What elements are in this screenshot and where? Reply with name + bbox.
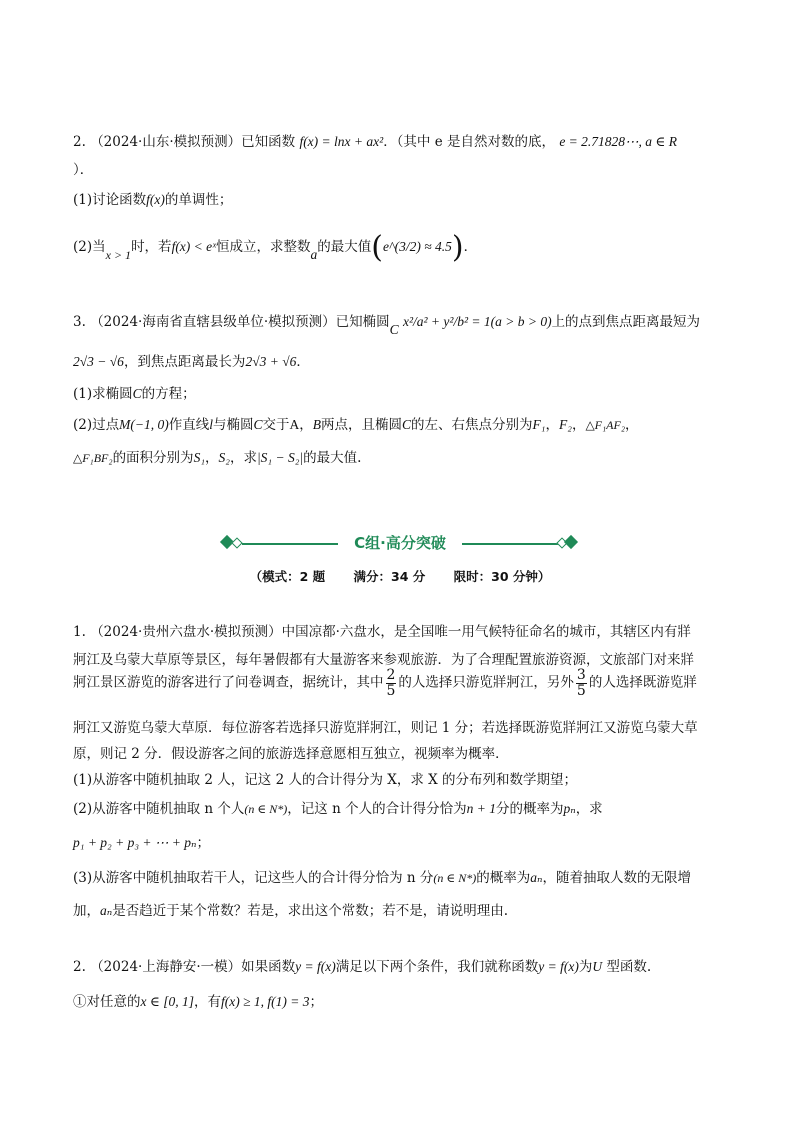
left-paren: ( xyxy=(371,230,383,265)
q3-p2-b: 作直线 xyxy=(168,417,210,433)
q3-p2-var-c2: C xyxy=(402,417,412,432)
frac-three-fifths xyxy=(576,668,587,698)
section-mode: （模式：2 题 xyxy=(249,569,326,584)
q3-var-c: C xyxy=(389,322,399,337)
q3-p2-S1: S₁ xyxy=(193,450,206,465)
q3-p2-S2: S₂ xyxy=(218,450,230,465)
q3-p2-var-c: C xyxy=(253,417,263,432)
q2-p2-approx: e^(3/2) ≈ 4.5 xyxy=(382,239,452,254)
q2-p1-label: (1)讨论函数 xyxy=(73,192,147,208)
q2-e-value: e = 2.71828⋯, a ∈ R xyxy=(559,134,678,149)
c2-u: U xyxy=(592,959,603,974)
c1-l5: 原，则记 2 分．假设游客之间的旅游选择意愿相互独立，视频率为概率． xyxy=(73,746,509,762)
q2-line1 xyxy=(73,130,677,150)
q3-p1: (1)求椭圆 xyxy=(73,386,133,402)
q3-p1-end: 的方程； xyxy=(141,386,196,402)
c2-source: （2024·上海静安·一模） xyxy=(90,959,242,975)
c1-l1: 中国凉都·六盘水，是全国唯一用气候特征命名的城市，其辖区内有牂 xyxy=(281,624,691,640)
c1-part3-line2 xyxy=(73,899,508,919)
c2-text-c: 为 xyxy=(578,959,593,975)
c2-cond1-b: ，有 xyxy=(194,994,221,1010)
section-time: 限时：30 分钟） xyxy=(453,569,551,584)
q3-text-b: 上的点到焦点距离最短为 xyxy=(551,314,701,330)
q2-p2-end: ． xyxy=(463,239,478,255)
q3-p2-F2: F₂ xyxy=(558,417,572,432)
c1-line5 xyxy=(73,742,509,762)
c1-part2-line2 xyxy=(73,831,210,851)
c1-p3-c: ，随着抽取人数的无限增 xyxy=(542,870,692,886)
q3-number: 3. xyxy=(73,314,86,330)
q2-line2 xyxy=(73,158,93,178)
q2-p1-func: f(x) xyxy=(146,192,165,207)
q3-part2: (2)过点M(−1, 0)作直线l与椭圆C交于A，B两点，且椭圆C的左、右焦点分别为F₁，F₂，△F₁AF₂， xyxy=(73,417,639,433)
c1-p3-an2: aₙ xyxy=(100,903,113,918)
frac-two-fifths xyxy=(386,668,397,698)
c1-p2-n1: n + 1 xyxy=(466,801,496,816)
c2-cond1-x: x ∈ [0, 1] xyxy=(140,994,194,1009)
q2-p2-cond: x > 1 xyxy=(105,248,132,262)
c1-l3-a: 牁江景区游览的游客进行了问卷调查，据统计，其中 xyxy=(73,674,384,691)
c1-line2 xyxy=(73,648,694,668)
c2-text-a: 如果函数 xyxy=(241,959,296,975)
q3-line1 xyxy=(73,310,701,337)
q3-p2-B: B xyxy=(312,417,322,432)
c2-cond1 xyxy=(73,990,323,1010)
q2-text: 已知函数 xyxy=(241,134,296,150)
q3-source: （2024·海南省直辖县级单位·模拟预测） xyxy=(90,314,336,330)
q2-part1 xyxy=(73,188,232,208)
c1-l3-c: 的人选择既游览牂 xyxy=(588,674,697,691)
c1-p2-n: (n ∈ N*) xyxy=(244,802,288,816)
q2-source: （2024·山东·模拟预测） xyxy=(90,134,242,150)
q3-p2-h: 的面积分别为 xyxy=(112,450,194,466)
q3-p2-tri2: △F₁BF₂ xyxy=(73,451,113,465)
q2-function: f(x) = lnx + ax² xyxy=(299,134,384,149)
c1-part2 xyxy=(73,797,603,817)
c1-p2-end: ； xyxy=(196,835,210,851)
q3-p2-g: 的左、右焦点分别为 xyxy=(411,417,533,433)
section-header xyxy=(220,532,580,556)
q3-p2-tri1: △F₁AF₂ xyxy=(585,418,625,432)
q2-p2-d: 的最大值 xyxy=(317,239,372,255)
q3-p2-d: 交于 xyxy=(262,417,290,433)
c1-part3 xyxy=(73,866,691,886)
c1-number: 1. xyxy=(73,624,86,640)
q2-close: ）． xyxy=(73,162,94,178)
c1-line1 xyxy=(73,620,691,640)
c1-l3-b: 的人选择只游览牂牁江，另外 xyxy=(398,674,574,691)
q3-p2-F1: F₁ xyxy=(532,417,546,432)
frac2-num: 3 xyxy=(576,667,586,683)
q3-p2-a: (2)过点 xyxy=(73,417,120,433)
left-rule xyxy=(242,543,338,545)
right-rule xyxy=(462,543,558,545)
c1-p2-sum: p₁ + p₂ + p₃ + ⋯ + pₙ xyxy=(73,835,197,850)
c2-func: y = f(x) xyxy=(295,959,336,974)
c1-p2-d: ，求 xyxy=(575,801,603,817)
c1-p3-d: 加， xyxy=(73,903,100,919)
q3-p2-l: l xyxy=(209,417,213,432)
q2-p2-var: a xyxy=(310,247,318,262)
c1-source: （2024·贵州六盘水·模拟预测） xyxy=(90,624,282,640)
q2-number: 2. xyxy=(73,134,86,150)
q3-text-d: ． xyxy=(296,354,310,370)
c2-cond1-end: ； xyxy=(309,994,323,1010)
q2-p1-text: 的单调性； xyxy=(164,192,233,208)
q2-p2-a: (2)当 xyxy=(73,239,106,255)
q3-text-c: ，到焦点距离最长为 xyxy=(123,354,246,370)
q2-p2-c: 恒成立，求整数 xyxy=(215,239,311,255)
c1-line4 xyxy=(73,716,698,736)
q3-min-dist: 2√3 − √6 xyxy=(73,354,124,369)
c1-l4: 牁江又游览乌蒙大草原．每位游客若选择只游览牂牁江，则记 1 分；若选择既游览牂牁江又游览乌蒙大草 xyxy=(73,720,698,736)
left-diamond-outline-icon xyxy=(231,537,242,548)
c1-p3-e: 是否趋近于某个常数？若是，求出这个常数；若不是，请说明理由. xyxy=(112,903,509,919)
c1-part1 xyxy=(73,768,577,788)
c2-line1 xyxy=(73,955,651,975)
c2-cond1-a: ①对任意的 xyxy=(73,994,141,1010)
c2-func-2: y = f(x) xyxy=(538,959,579,974)
frac1-num: 2 xyxy=(386,667,396,683)
q3-p2-f: 两点，且椭圆 xyxy=(321,417,403,433)
q3-p1-c: C xyxy=(132,386,142,401)
right-paren: ) xyxy=(451,230,464,265)
c2-number: 2. xyxy=(73,959,86,975)
section-score: 满分：34 分 xyxy=(353,569,426,584)
c1-p2-a: (2)从游客中随机抽取 n 个人 xyxy=(73,801,245,817)
c1-l2: 牁江及乌蒙大草原等景区，每年暑假都有大量游客来参观旅游．为了合理配置旅游资源，文旅部门对来牂 xyxy=(73,652,694,668)
q3-part2-line2: △F₁BF₂的面积分别为S₁，S₂，求|S₁ − S₂|的最大值. xyxy=(73,450,362,466)
q3-p2-i: ，求 xyxy=(229,450,257,466)
c1-p2-c: 分的概率为 xyxy=(495,801,564,817)
c2-cond1-f: f(x) ≥ 1, f(1) = 3 xyxy=(221,994,310,1009)
q3-p2-c: 与椭圆 xyxy=(213,417,254,433)
q3-part1 xyxy=(73,382,196,402)
c1-p3-n: (n ∈ N*) xyxy=(433,871,477,885)
q3-p2-A: A xyxy=(289,417,300,432)
section-title: C组·高分突破 xyxy=(354,534,446,552)
q3-p2-j: 的最大值. xyxy=(303,450,362,466)
q2-p2-b: 时，若 xyxy=(131,239,172,255)
c1-line3 xyxy=(73,668,697,698)
c1-p3-b: 的概率为 xyxy=(476,870,531,886)
c1-p1: (1)从游客中随机抽取 2 人，记这 2 人的合计得分为 X，求 X 的分布列和数学期望； xyxy=(73,772,578,788)
q2-part2 xyxy=(73,230,477,265)
q2-text-b: ．（其中 e 是自然对数的底， xyxy=(383,134,556,150)
c1-p2-b: ，记这 n 个人的合计得分恰为 xyxy=(287,801,467,817)
q2-p2-ineq: f(x) < eˣ xyxy=(171,239,216,254)
q3-line2 xyxy=(73,350,310,370)
q3-p2-point: M(−1, 0) xyxy=(119,417,169,432)
q3-p2-abs: |S₁ − S₂| xyxy=(256,450,304,465)
right-diamond-icon xyxy=(564,535,578,549)
q3-max-dist: 2√3 + √6 xyxy=(245,354,297,369)
frac2-den: 5 xyxy=(576,682,586,699)
q3-text-a: 已知椭圆 xyxy=(335,314,390,330)
q3-ellipse: x²/a² + y²/b² = 1(a > b > 0) xyxy=(402,314,552,329)
c1-p2-pn: pₙ xyxy=(563,801,576,816)
frac1-den: 5 xyxy=(386,682,396,699)
c2-text-d: 型函数. xyxy=(602,959,652,975)
section-meta xyxy=(0,567,800,585)
q3-p2-e: ， xyxy=(299,417,313,433)
c1-p3-a: (3)从游客中随机抽取若干人，记这些人的合计得分恰为 n 分 xyxy=(73,870,434,886)
c1-p3-an: aₙ xyxy=(530,870,543,885)
c2-text-b: 满足以下两个条件，我们就称函数 xyxy=(335,959,539,975)
